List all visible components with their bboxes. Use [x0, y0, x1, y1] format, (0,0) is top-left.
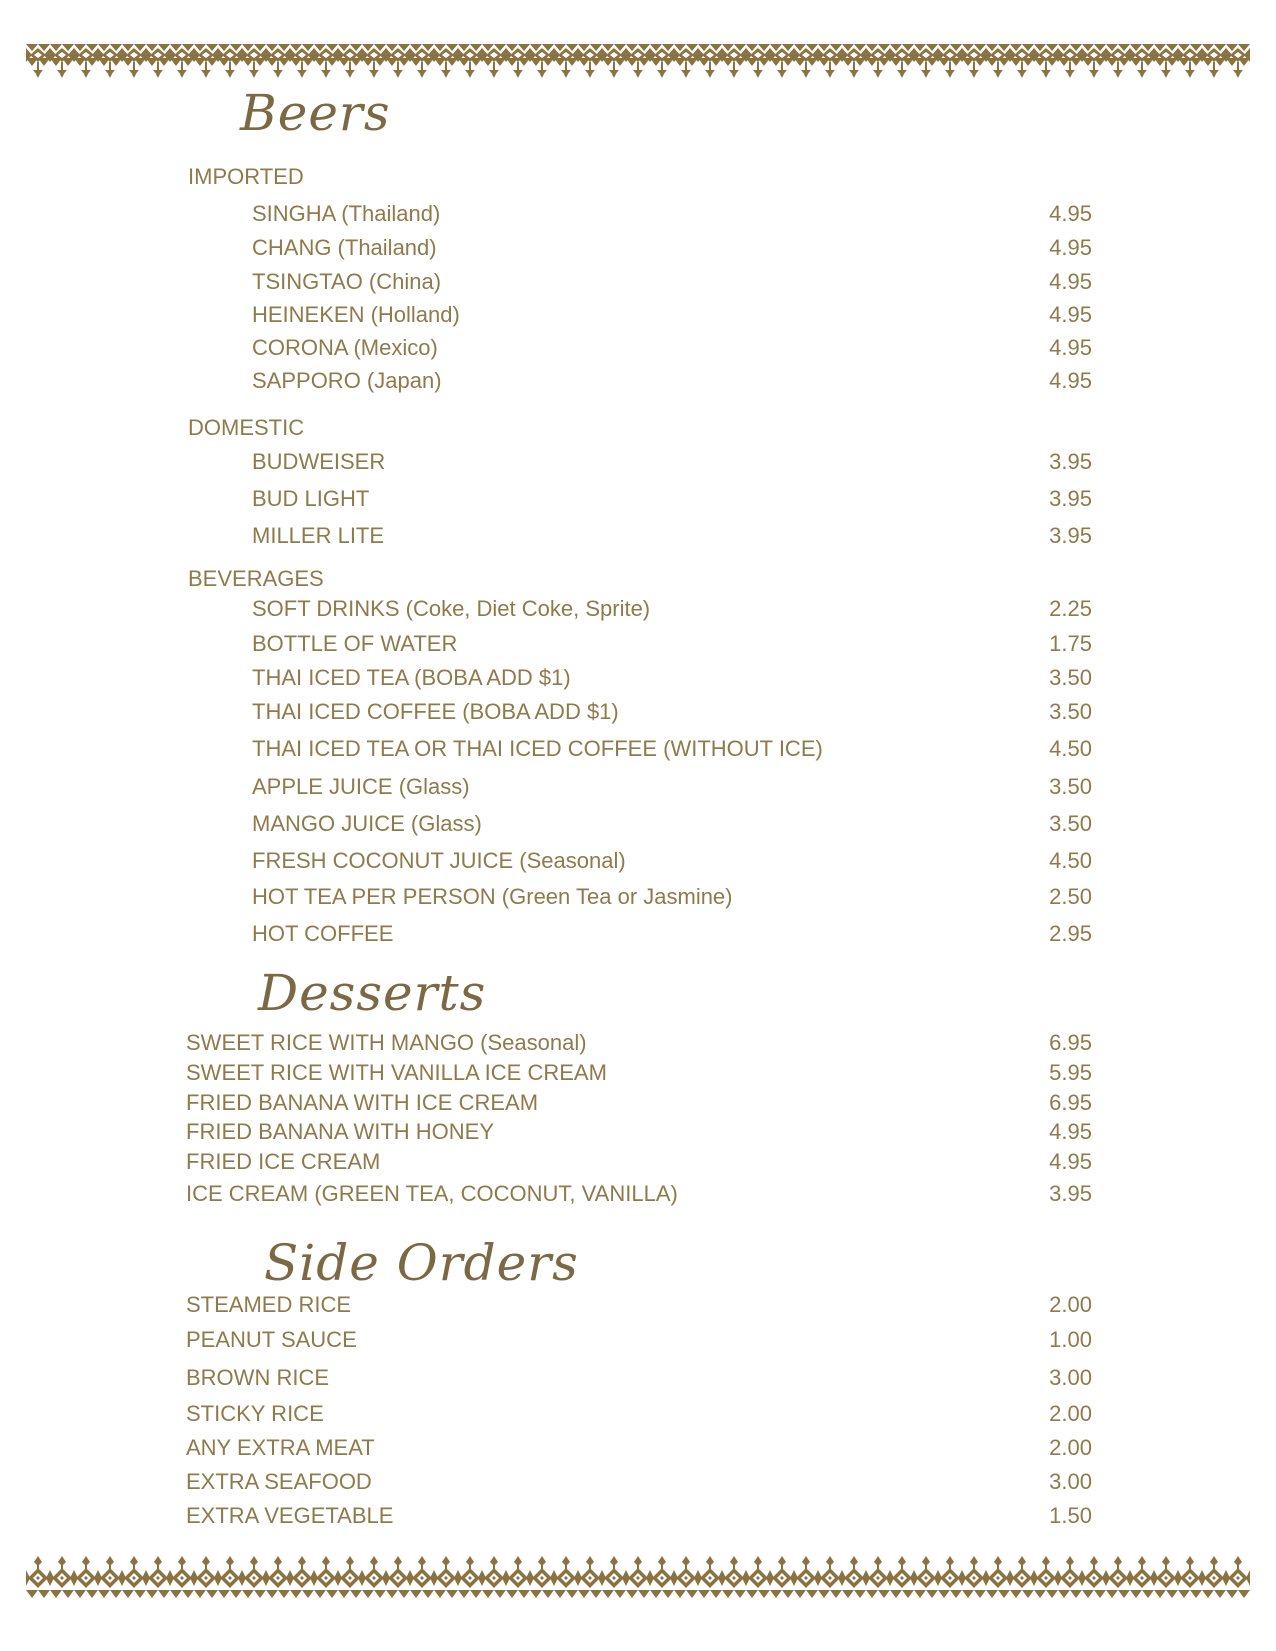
menu-item-name: SINGHA (Thailand): [252, 201, 441, 226]
menu-item-name: SWEET RICE WITH VANILLA ICE CREAM: [186, 1060, 607, 1085]
menu-item-name: THAI ICED TEA OR THAI ICED COFFEE (WITHOUT ICE): [252, 736, 823, 761]
menu-item-price: 4.95: [1049, 201, 1092, 226]
menu-item-price: 2.95: [1049, 921, 1092, 946]
menu-item-row: [0, 1364, 1276, 1392]
menu-item-price: 3.95: [1049, 523, 1092, 548]
category-domestic: DOMESTIC: [188, 415, 305, 440]
menu-item-price: 2.25: [1049, 596, 1092, 621]
menu-item-price: 3.50: [1049, 774, 1092, 799]
menu-item-price: 3.50: [1049, 665, 1092, 690]
menu-item-price: 4.95: [1049, 235, 1092, 260]
menu-item-row: [0, 522, 1276, 550]
menu-item-row: [0, 485, 1276, 513]
menu-item-price: 4.95: [1049, 1149, 1092, 1174]
menu-item-name: BOTTLE OF WATER: [252, 631, 458, 656]
menu-item-name: BROWN RICE: [186, 1365, 329, 1390]
category-beverages: BEVERAGES: [188, 566, 324, 591]
menu-item-row: [0, 1089, 1276, 1117]
menu-item-price: 3.50: [1049, 699, 1092, 724]
menu-item-price: 3.00: [1049, 1469, 1092, 1494]
menu-item-name: STEAMED RICE: [186, 1292, 352, 1317]
side-orders-title: Side Orders: [264, 1234, 579, 1292]
menu-item-row: [0, 773, 1276, 801]
menu-item-name: MANGO JUICE (Glass): [252, 811, 482, 836]
category-imported: IMPORTED: [188, 164, 304, 189]
menu-item-price: 6.95: [1049, 1090, 1092, 1115]
menu-item-name: THAI ICED TEA (BOBA ADD $1): [252, 665, 571, 690]
menu-item-row: [0, 367, 1276, 395]
menu-item-name: APPLE JUICE (Glass): [252, 774, 470, 799]
menu-item-name: BUDWEISER: [252, 449, 386, 474]
menu-item-price: 3.00: [1049, 1365, 1092, 1390]
menu-item-name: STICKY RICE: [186, 1401, 324, 1426]
menu-item-row: [0, 1029, 1276, 1057]
menu-item-name: FRIED BANANA WITH ICE CREAM: [186, 1090, 539, 1115]
menu-item-name: TSINGTAO (China): [252, 269, 442, 294]
menu-item-name: CHANG (Thailand): [252, 235, 437, 260]
menu-item-price: 3.95: [1049, 486, 1092, 511]
menu-item-name: FRIED BANANA WITH HONEY: [186, 1119, 495, 1144]
menu-item-price: 3.95: [1049, 449, 1092, 474]
menu-item-name: FRIED ICE CREAM: [186, 1149, 381, 1174]
menu-item-row: [0, 1502, 1276, 1530]
menu-item-row: [0, 1148, 1276, 1176]
menu-item-row: [0, 448, 1276, 476]
menu-item-row: [0, 334, 1276, 362]
menu-item-price: 1.00: [1049, 1327, 1092, 1352]
decorative-border-bottom: [26, 1556, 1250, 1600]
menu-item-row: [0, 1291, 1276, 1319]
menu-item-row: [0, 595, 1276, 623]
menu-item-row: [0, 234, 1276, 262]
menu-item-name: THAI ICED COFFEE (BOBA ADD $1): [252, 699, 619, 724]
beers-title: Beers: [240, 84, 391, 142]
menu-item-row: [0, 920, 1276, 948]
menu-item-row: [0, 664, 1276, 692]
menu-item-price: 2.00: [1049, 1435, 1092, 1460]
menu-item-row: [0, 1180, 1276, 1208]
menu-item-price: 2.50: [1049, 884, 1092, 909]
menu-item-name: SWEET RICE WITH MANGO (Seasonal): [186, 1030, 587, 1055]
menu-item-price: 4.95: [1049, 269, 1092, 294]
menu-item-price: 4.95: [1049, 335, 1092, 360]
menu-item-price: 3.50: [1049, 811, 1092, 836]
menu-item-name: BUD LIGHT: [252, 486, 370, 511]
menu-item-name: FRESH COCONUT JUICE (Seasonal): [252, 848, 626, 873]
menu-item-row: [0, 1434, 1276, 1462]
menu-item-name: ICE CREAM (GREEN TEA, COCONUT, VANILLA): [186, 1181, 678, 1206]
menu-item-row: [0, 810, 1276, 838]
menu-item-row: [0, 735, 1276, 763]
menu-item-name: PEANUT SAUCE: [186, 1327, 357, 1352]
menu-item-price: 4.50: [1049, 736, 1092, 761]
menu-item-name: HOT COFFEE: [252, 921, 394, 946]
menu-item-name: EXTRA VEGETABLE: [186, 1503, 394, 1528]
menu-item-row: [0, 883, 1276, 911]
menu-item-row: [0, 847, 1276, 875]
menu-item-name: MILLER LITE: [252, 523, 385, 548]
menu-item-price: 1.75: [1049, 631, 1092, 656]
menu-item-name: SAPPORO (Japan): [252, 368, 442, 393]
menu-item-price: 2.00: [1049, 1292, 1092, 1317]
menu-item-price: 3.95: [1049, 1181, 1092, 1206]
menu-item-price: 4.50: [1049, 848, 1092, 873]
menu-item-name: SOFT DRINKS (Coke, Diet Coke, Sprite): [252, 596, 651, 621]
menu-item-price: 4.95: [1049, 302, 1092, 327]
menu-item-row: [0, 1468, 1276, 1496]
menu-item-name: EXTRA SEAFOOD: [186, 1469, 372, 1494]
menu-item-price: 4.95: [1049, 1119, 1092, 1144]
menu-item-row: [0, 1400, 1276, 1428]
menu-item-price: 5.95: [1049, 1060, 1092, 1085]
menu-item-name: CORONA (Mexico): [252, 335, 438, 360]
menu-item-price: 1.50: [1049, 1503, 1092, 1528]
menu-item-row: [0, 268, 1276, 296]
menu-item-row: [0, 1059, 1276, 1087]
menu-item-price: 4.95: [1049, 368, 1092, 393]
menu-item-row: [0, 200, 1276, 228]
menu-item-row: [0, 630, 1276, 658]
decorative-border-top: [26, 44, 1250, 84]
menu-item-row: [0, 1326, 1276, 1354]
menu-item-name: ANY EXTRA MEAT: [186, 1435, 375, 1460]
menu-item-row: [0, 301, 1276, 329]
desserts-title: Desserts: [258, 964, 487, 1022]
menu-item-name: HOT TEA PER PERSON (Green Tea or Jasmine): [252, 884, 733, 909]
menu-item-row: [0, 698, 1276, 726]
menu-item-price: 2.00: [1049, 1401, 1092, 1426]
menu-item-name: HEINEKEN (Holland): [252, 302, 460, 327]
menu-item-row: [0, 1118, 1276, 1146]
menu-item-price: 6.95: [1049, 1030, 1092, 1055]
